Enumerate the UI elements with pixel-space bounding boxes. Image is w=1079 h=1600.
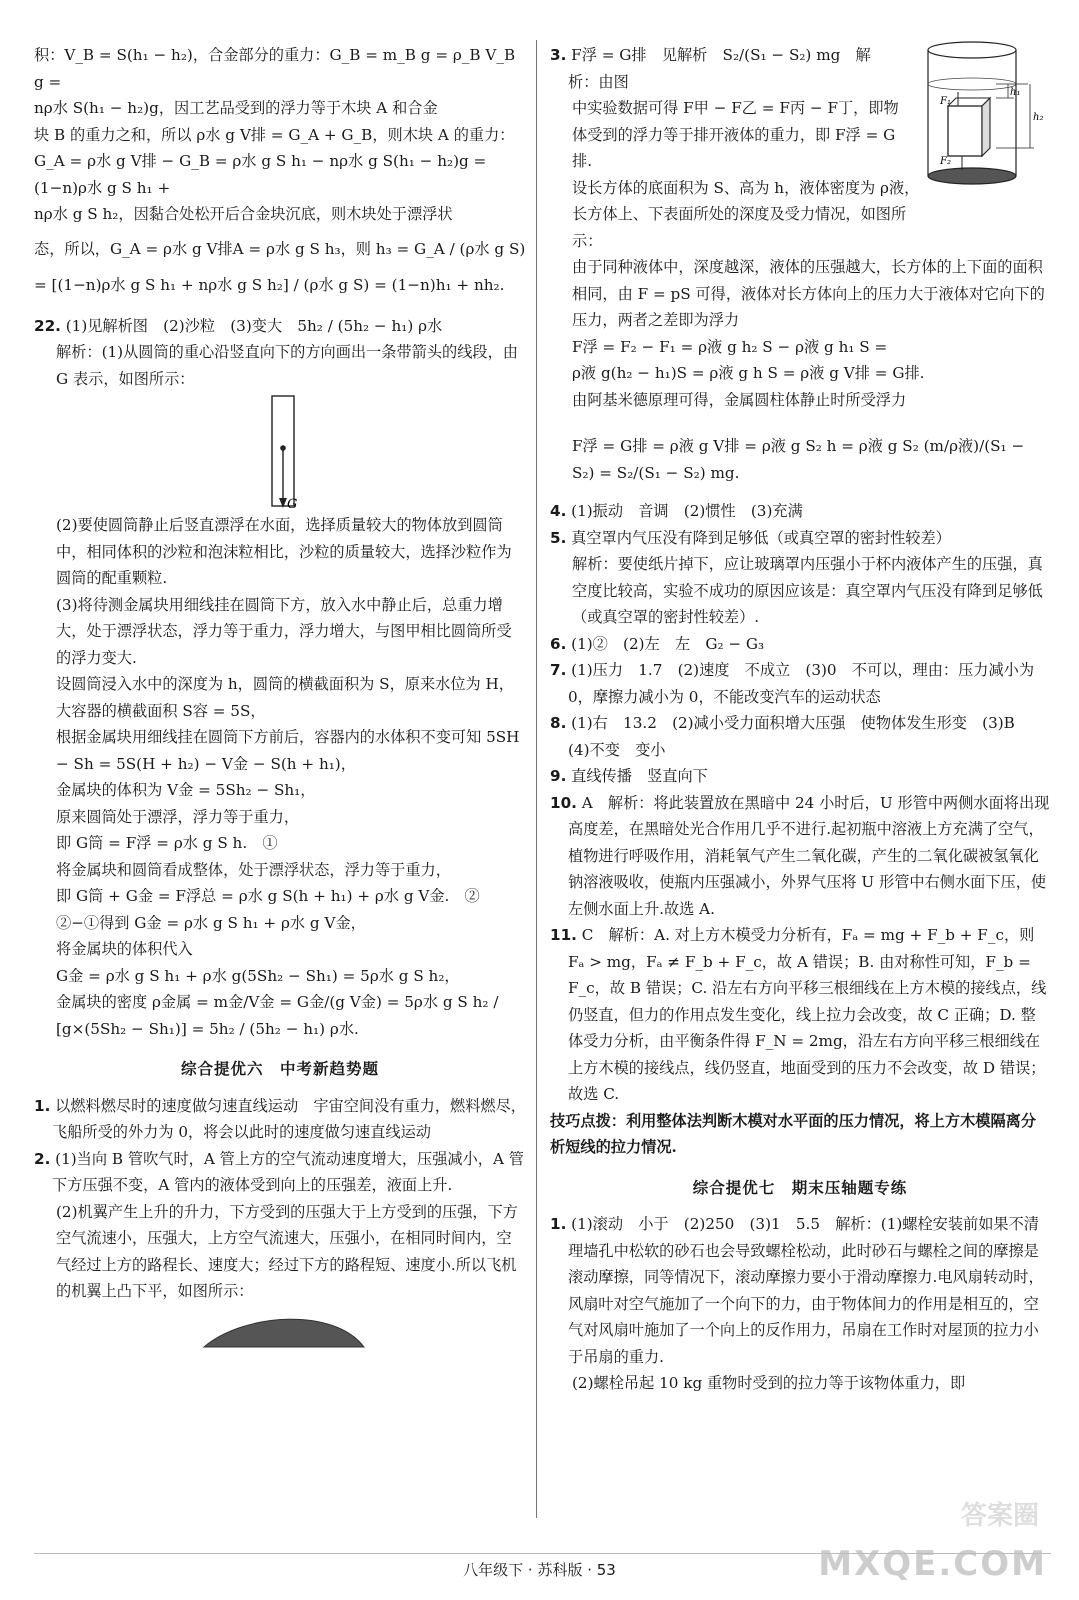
analysis-text: 解析：要使纸片掉下，应让玻璃罩内压强小于杯内液体产生的压强，真空度比较高，实验不成功的原因应该是：真空罩内气压没有降到足够低（或真空罩的密封性较差）. [572, 555, 1043, 626]
question-number: 3. [550, 46, 567, 64]
analysis-text: 解析：(1)从圆筒的重心沿竖直向下的方向画出一条带箭头的线段，由 G 表示，如图所示： [56, 343, 518, 388]
answer-text: (1)振动 音调 (2)惯性 (3)充满 [571, 502, 803, 520]
text-line: 积：V_B = S(h₁ − h₂)，合金部分的重力：G_B = m_B g = ρ_B V_B g = [34, 46, 516, 91]
gravity-label: G [287, 497, 298, 512]
wing-figure [34, 1305, 514, 1355]
analysis-text: F浮 = G排 = ρ液 g V排 = ρ液 g S₂ h = ρ液 g S₂ (m/ρ液)/(S₁ − S₂) = S₂/(S₁ − S₂) mg. [572, 437, 1025, 482]
analysis-text: 即 G筒 + G金 = F浮总 = ρ水 g S(h + h₁) + ρ水 g V金. ② [56, 887, 480, 905]
question-22 [34, 313, 526, 340]
analysis-text: (2)机翼产生上升的升力，下方受到的压强大于上方受到的压强，下方空气流速小，压强大，上方空气流速大，压强小，在相同时间内，空气经过上方的路程长、速度大；经过下方的路程短、速度小.所以飞机的机翼上凸下平，如图所示： [56, 1202, 518, 1300]
answer-text: (1)右 13.2 (2)减小受力面积增大压强 使物体发生形变 (3)B (4)不变 变小 [568, 714, 1031, 759]
s7-question-1 [550, 1211, 1050, 1370]
cylinder-force-figure [34, 392, 514, 512]
analysis-text: ②−①得到 G金 = ρ水 g S h₁ + ρ水 g V金， [56, 913, 366, 932]
container-block-figure [910, 40, 1050, 190]
question-7 [550, 657, 1050, 710]
right-column [550, 42, 1050, 1397]
answer-text: A 解析：将此装置放在黑暗中 24 小时后，U 形管中两侧水面将出现高度差，在黑暗处光合作用几乎不进行.起初瓶中溶液上方充满了空气，植物进行呼吸作用，消耗氧气产生二氧化碳，产生的二氧化碳被氢氧化钠溶液吸收，使瓶内压强减小，外界气压将 U 形管中右侧水面下压，使左侧水面上升.故选 A. [568, 793, 1050, 918]
text-line: nρ水 S(h₁ − h₂)g，因工艺品受到的浮力等于木块 A 和合金 [34, 99, 438, 117]
question-number: 5. [550, 528, 567, 547]
f1-label: F₁ [940, 96, 951, 107]
question-number: 1. [34, 1096, 51, 1115]
text-line: nρ水 g S h₂，因黏合处松开后合金块沉底，则木块处于漂浮状 [34, 205, 453, 223]
analysis-text: ρ液 g(h₂ − h₁)S = ρ液 g h S = ρ液 g V排 = G排. [572, 364, 925, 382]
answer-text: F浮 = G排 见解析 S₂/(S₁ − S₂) mg 解析：由图 [568, 46, 871, 91]
text-line: G_A = ρ水 g V排 − G_B = ρ水 g S h₁ − nρ水 g S(h₁ − h₂)g = (1−n)ρ水 g S h₁ + [34, 152, 487, 197]
h1-label: h₁ [1010, 87, 1021, 98]
answer-text: (1)滚动 小于 (2)250 (3)1 5.5 解析：(1)螺栓安装前如果不清理墙孔中松软的砂石也会导致螺栓松动，此时砂石与螺栓之间的摩擦是滚动摩擦，同等情况下，滚动摩擦力要小于滑动摩擦力.电风扇转动时，风扇叶对空气施加了一个向下的力，由于物体间力的作用是相互的，空气对风扇叶施加了一个向上的反作用力，吊扇在工作时对屋顶的拉力小于吊扇的重力. [568, 1215, 1044, 1366]
left-column [34, 42, 526, 1355]
analysis-text: 根据金属块用细线挂在圆筒下方前后，容器内的水体积不变可知 5SH − Sh = 5S(H + h₂) − V金 − S(h + h₁)， [56, 728, 520, 773]
answer-text: 真空罩内气压没有降到足够低（或真空罩的密封性较差） [571, 528, 951, 547]
analysis-text: 设圆筒浸入水中的深度为 h，圆筒的横截面积为 S，原来水位为 H，大容器的横截面积 S容 = 5S， [56, 675, 514, 720]
question-4 [550, 498, 1050, 525]
analysis-text: 即 G筒 = F浮 = ρ水 g S h. ① [56, 834, 278, 852]
text-line: = [(1−n)ρ水 g S h₁ + nρ水 g S h₂] / (ρ水 g S) = (1−n)h₁ + nh₂. [34, 276, 505, 294]
analysis-text: F浮 = F₂ − F₁ = ρ液 g h₂ S − ρ液 g h₁ S = [572, 337, 888, 356]
analysis-text: 将金属块的体积代入 [56, 940, 193, 958]
analysis-text: (2)螺栓吊起 10 kg 重物时受到的拉力等于该物体重力，即 [572, 1374, 966, 1392]
analysis-text: 由阿基米德原理可得，金属圆柱体静止时所受浮力 [572, 390, 907, 409]
question-8 [550, 710, 1050, 763]
question-11 [550, 922, 1050, 1108]
analysis-text: 由于同种液体中，深度越深，液体的压强越大，长方体的上下面的面积相同，由 F = pS 可得，液体对长方体向上的压力大于液体对它向下的压力，两者之差即为浮力 [572, 258, 1045, 329]
question-number: 6. [550, 634, 567, 653]
watermark: MXQE.COM [818, 1544, 1047, 1584]
section-title-7: 综合提优七 期末压轴题专练 [692, 1178, 908, 1197]
analysis-text: (3)将待测金属块用细线挂在圆筒下方，放入水中静止后，总重力增大，处于漂浮状态，浮力等于重力，浮力增大，与图甲相比圆筒所受的浮力变大. [56, 595, 512, 667]
analysis-text: 将金属块和圆筒看成整体，处于漂浮状态，浮力等于重力， [56, 860, 451, 879]
question-3-block [550, 42, 1050, 486]
section-title-6: 综合提优六 中考新趋势题 [180, 1060, 379, 1078]
answer-text: C 解析：A. 对上方木模受力分析有，Fₐ = mg + F_b + F_c，则 Fₐ > mg，Fₐ ≠ F_b + F_c，故 A 错误；B. 由对称性可知，F_b = F_c，故 B 错误；C. 沿左右方向平移三根细线在上方木模的接线点，线仍竖直，但力的作用点发生变化，线上拉力会改变，故 C 正确；D. 整体受力分析，由平衡条件得 F_N = 2mg，沿左右方向平移三根细线在上方木模的接线点，线仍竖直，地面受到的压力不会改变，故 D 错误；故选 C. [568, 926, 1047, 1103]
text-line: 态，所以，G_A = ρ水 g V排A = ρ水 g S h₃，则 h₃ = G_A / (ρ水 g S) [34, 239, 526, 258]
analysis-text: (2)要使圆筒静止后竖直漂浮在水面，选择质量较大的物体放到圆筒中，相同体积的沙粒和泡沫粒相比，沙粒的质量较大，选择沙粒作为圆筒的配重颗粒. [56, 516, 512, 587]
question-number: 7. [550, 661, 567, 679]
watermark-logo: 答案圈 [960, 1501, 1039, 1531]
column-divider [536, 40, 537, 1518]
h2-label: h₂ [1033, 112, 1044, 123]
analysis-text: 金属块的体积为 V金 = 5Sh₂ − Sh₁， [56, 781, 316, 799]
analysis-text: 原来圆筒处于漂浮，浮力等于重力， [56, 807, 299, 826]
answer-text: (1)压力 1.7 (2)速度 不成立 (3)0 不可以，理由：压力减小为 0，摩擦力减小为 0，不能改变汽车的运动状态 [568, 661, 1035, 706]
answer-text: (1)见解析图 (2)沙粒 (3)变大 5h₂ / (5h₂ − h₁) ρ水 [65, 316, 443, 335]
answer-text: (1)当向 B 管吹气时，A 管上方的空气流动速度增大，压强减小，A 管下方压强不变，A 管内的液体受到向上的压强差，液面上升. [52, 1149, 524, 1194]
question-10 [550, 790, 1050, 923]
f2-label: F₂ [940, 156, 951, 167]
question-number: 4. [550, 502, 567, 520]
s6-question-1 [34, 1093, 526, 1146]
question-number: 10. [550, 793, 577, 812]
analysis-text: 中实验数据可得 F甲 − F乙 = F丙 − F丁，即物体受到的浮力等于排开液体的重力，即 F浮 = G排. [572, 99, 899, 170]
question-5 [550, 525, 1050, 552]
answer-text: 直线传播 竖直向下 [571, 767, 708, 785]
page-footer: 八年级下 · 苏科版 · 53 [463, 1561, 616, 1579]
question-6 [550, 631, 1050, 658]
text-line: 块 B 的重力之和，所以 ρ水 g V排 = G_A + G_B，则木块 A 的重力： [34, 125, 515, 144]
question-3 [550, 42, 900, 95]
question-number: 11. [550, 926, 577, 944]
analysis-text: 金属块的密度 ρ金属 = m金/V金 = G金/(g V金) = 5ρ水 g S h₂ / [g×(5Sh₂ − Sh₁)] = 5h₂ / (5h₂ − h₁) ρ水. [56, 993, 499, 1038]
analysis-text: 设长方体的底面积为 S、高为 h，液体密度为 ρ液，长方体上、下表面所处的深度及受力情况，如图所示： [572, 178, 920, 250]
tip-text: 技巧点拨：利用整体法判断木模对水平面的压力情况，将上方木模隔离分析短线的拉力情况. [550, 1111, 1036, 1156]
answer-text: 以燃料燃尽时的速度做匀速直线运动 宇宙空间没有重力，燃料燃尽，飞船所受的外力为 0，将会以此时的速度做匀速直线运动 [52, 1096, 526, 1141]
s6-question-2 [34, 1146, 526, 1199]
analysis-text: G金 = ρ水 g S h₁ + ρ水 g(5Sh₂ − Sh₁) = 5ρ水 g S h₂， [56, 966, 460, 985]
question-number: 1. [550, 1215, 567, 1233]
question-9 [550, 763, 1050, 790]
answer-text: (1)② (2)左 左 G₂ − G₃ [571, 634, 765, 653]
question-number: 8. [550, 714, 567, 732]
question-number: 2. [34, 1149, 51, 1168]
question-number: 22. [34, 316, 61, 335]
question-number: 9. [550, 767, 567, 785]
